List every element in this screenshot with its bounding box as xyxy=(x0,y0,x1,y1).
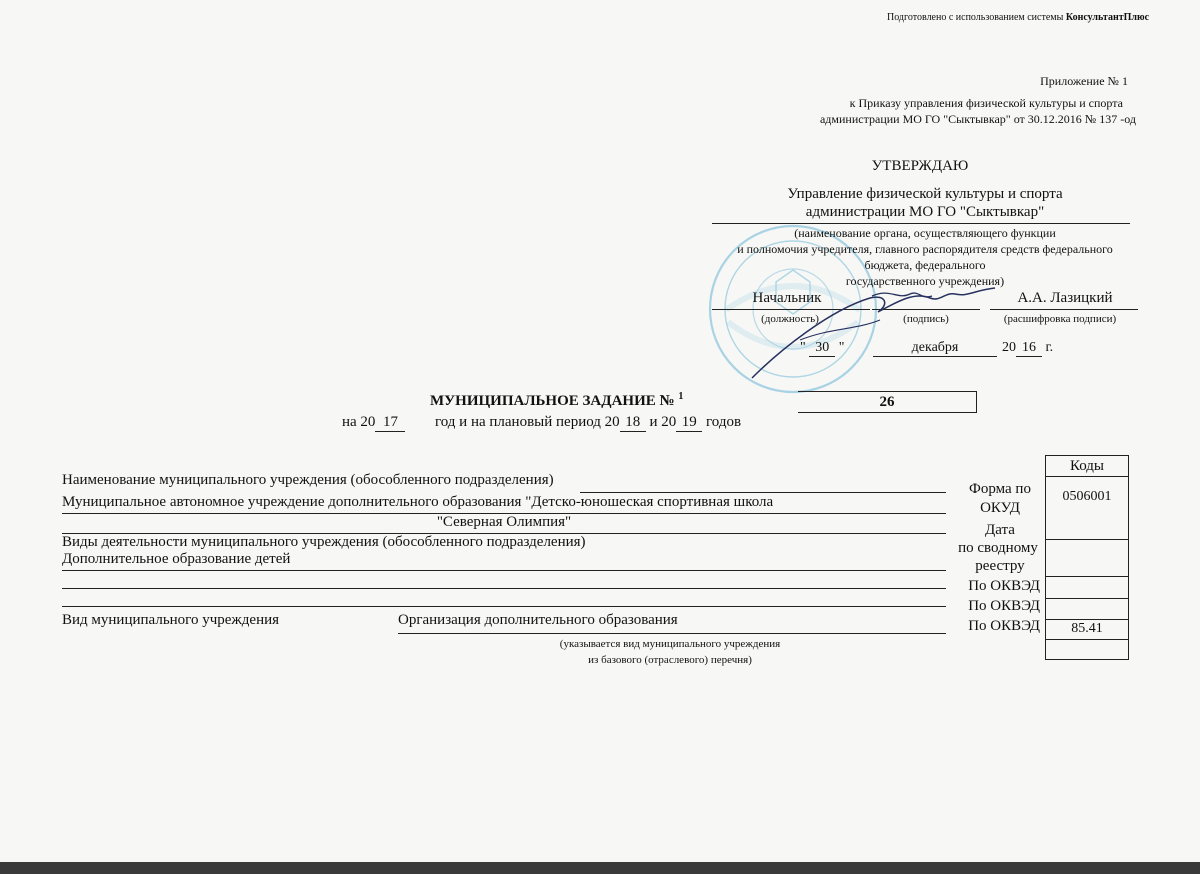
date-label1: Дата xyxy=(985,522,1015,538)
date-year-group xyxy=(1002,340,1053,357)
inst-name-line2: "Северная Олимпия" xyxy=(436,514,572,530)
date-label3: реестру xyxy=(975,558,1025,574)
okud-label1: Форма по xyxy=(969,481,1031,497)
date-year-prefix: 20 xyxy=(1002,340,1016,355)
period-year1: 17 xyxy=(375,414,405,432)
appendix-title: Приложение № 1 xyxy=(1040,74,1128,88)
appendix-line2: администрации МО ГО "Сыктывкар" от 30.12.2016 № 137 -од xyxy=(819,112,1136,126)
inst-name-line1: Муниципальное автономное учреждение дополнительного образования "Детско-юношеская спортивная школа xyxy=(62,494,774,510)
date-quote-close: " xyxy=(838,340,845,355)
task-period xyxy=(342,414,741,432)
handwritten-signature xyxy=(740,270,1000,385)
okved3-label: По ОКВЭД xyxy=(968,618,1040,634)
approve-org-line2: администрации МО ГО "Сыктывкар" xyxy=(805,204,1045,220)
prepared-note xyxy=(887,12,1149,23)
codes-cell-okud xyxy=(1046,476,1128,521)
appendix-line1: к Приказу управления физической культуры и спорта xyxy=(849,96,1123,110)
okved2-label: По ОКВЭД xyxy=(968,598,1040,614)
approve-title: УТВЕРЖДАЮ xyxy=(871,158,969,174)
okved1-label: По ОКВЭД xyxy=(968,578,1040,594)
period-year2: 18 xyxy=(620,414,646,432)
approve-note3: бюджета, федерального xyxy=(864,258,986,272)
task-footnote: 1 xyxy=(678,391,684,402)
okved3-value: 85.41 xyxy=(1071,621,1103,636)
task-number: 26 xyxy=(879,394,895,410)
prepared-prefix: Подготовлено с использованием системы xyxy=(887,12,1064,23)
name-caption: (расшифровка подписи) xyxy=(1003,313,1117,325)
date-year: 16 xyxy=(1016,340,1042,357)
codes-header: Коды xyxy=(1069,458,1105,474)
approve-position: Начальник xyxy=(752,290,822,306)
type-note2: из базового (отраслевого) перечня) xyxy=(588,654,752,666)
task-title: МУНИЦИПАЛЬНОЕ ЗАДАНИЕ № xyxy=(430,393,675,409)
blank-line-1 xyxy=(62,588,946,589)
task-title-group xyxy=(430,391,683,410)
approve-name: А.А. Лазицкий xyxy=(1017,290,1113,306)
codes-cell-okved3 xyxy=(1046,619,1128,640)
prepared-brand: КонсультантПлюс xyxy=(1065,12,1150,23)
approve-note2: и полномочия учредителя, главного распорядителя средств федерального xyxy=(737,242,1113,256)
type-label: Вид муниципального учреждения xyxy=(62,612,280,628)
approve-org-line1: Управление физической культуры и спорта xyxy=(787,186,1063,202)
okud-label2: ОКУД xyxy=(980,500,1020,516)
activities-label: Виды деятельности муниципального учреждения (обособленного подразделения) xyxy=(62,534,586,550)
codes-table xyxy=(1045,455,1129,660)
approve-date xyxy=(800,340,844,357)
type-note1: (указывается вид муниципального учреждения xyxy=(559,638,781,650)
period-mid: год и на плановый период 20 xyxy=(434,414,620,430)
scan-bottom-edge xyxy=(0,862,1200,874)
approve-org-underline xyxy=(712,223,1130,224)
name-underline xyxy=(990,309,1138,310)
inst-name-label: Наименование муниципального учреждения (обособленного подразделения) xyxy=(62,472,554,488)
codes-cell-divider-3 xyxy=(1046,598,1128,599)
activity-underline xyxy=(62,570,946,571)
period-and: и 20 xyxy=(649,414,677,430)
date-quote-open: " xyxy=(800,340,806,355)
type-underline xyxy=(398,633,946,634)
codes-cell-divider-4 xyxy=(1046,639,1128,640)
period-year3: 19 xyxy=(676,414,702,432)
date-label2: по сводному xyxy=(958,540,1038,556)
type-value: Организация дополнительного образования xyxy=(398,612,678,628)
task-number-box xyxy=(798,391,977,413)
date-month: декабря xyxy=(873,340,997,357)
okud-value: 0506001 xyxy=(1062,489,1112,504)
period-years-word: годов xyxy=(705,414,742,430)
activity-value: Дополнительное образование детей xyxy=(62,551,291,567)
signature-caption: (подпись) xyxy=(903,313,949,325)
approve-note1: (наименование органа, осуществляющего функции xyxy=(794,226,1056,240)
codes-cell-divider-2 xyxy=(1046,576,1128,577)
blank-line-2 xyxy=(62,606,946,607)
codes-cell-divider-1 xyxy=(1046,539,1128,540)
date-suffix: г. xyxy=(1045,340,1054,355)
date-day: 30 xyxy=(809,340,835,357)
inst-name-label-underline xyxy=(580,492,946,493)
position-caption: (должность) xyxy=(761,313,819,325)
approve-note4: государственного учреждения) xyxy=(845,274,1005,288)
period-prefix: на 20 xyxy=(342,414,376,430)
